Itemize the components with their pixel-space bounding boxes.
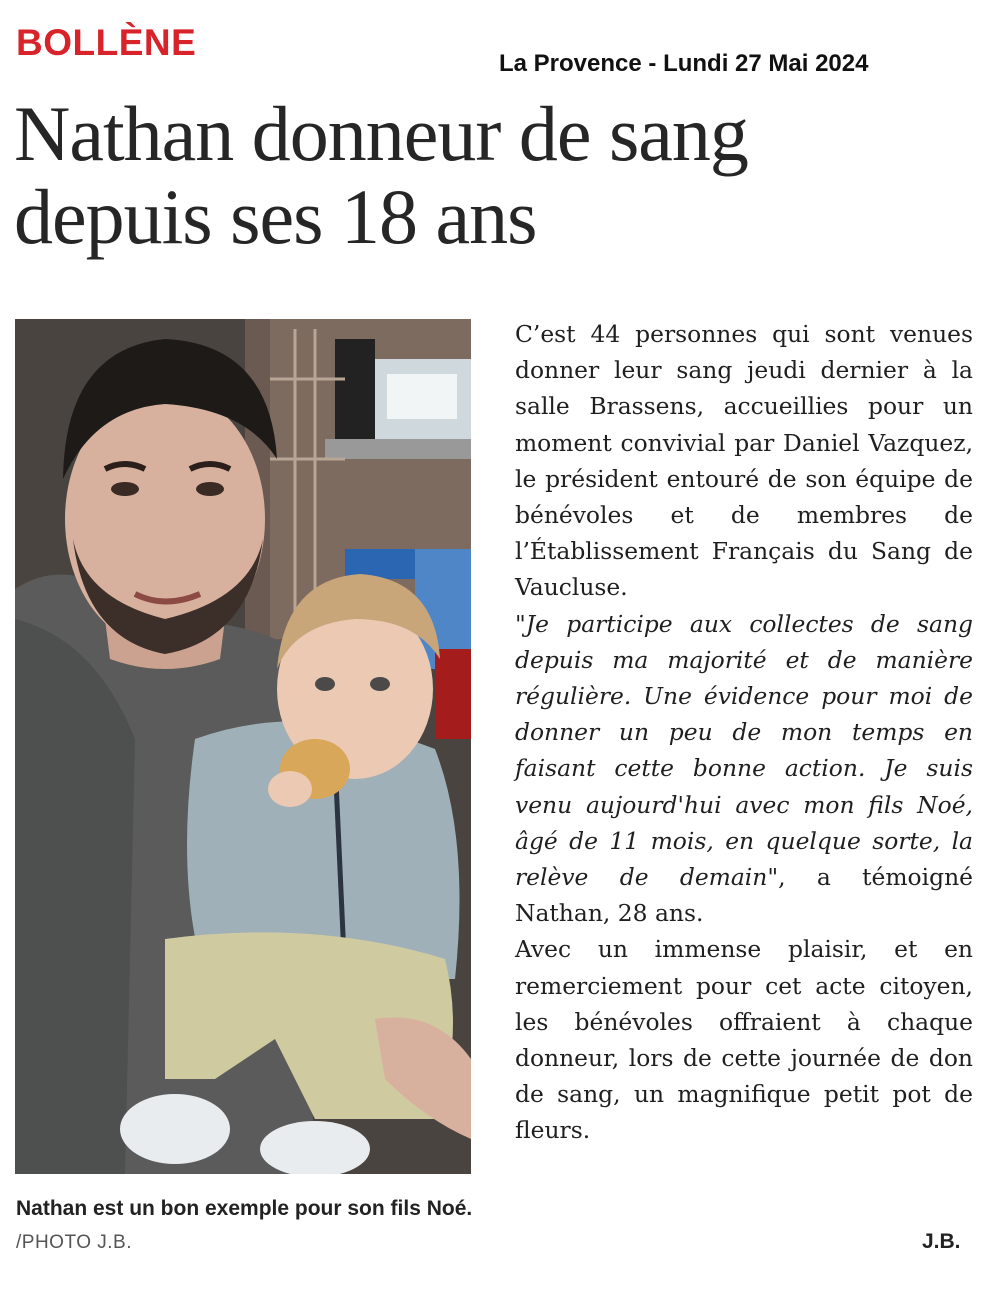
article-photo — [15, 319, 471, 1174]
caption-text: Nathan est un bon exemple pour son fils Noé. — [16, 1197, 473, 1220]
headline — [14, 92, 974, 258]
headline-line-2: depuis ses 18 ans — [14, 173, 537, 260]
paragraph-closing: Avec un immense plaisir, et en remerciement pour cet acte citoyen, les bénévoles offraient à chaque donneur, lors de cette journée de don de sang, un magnifique petit pot de fleurs. — [515, 935, 973, 1145]
quote-attribution: , a témoigné Nathan, 28 ans. — [515, 863, 973, 928]
photo-credit: /PHOTO J.B. — [16, 1232, 133, 1253]
section-label: BOLLÈNE — [16, 22, 197, 63]
paragraph-intro: C’est 44 personnes qui sont venues donner leur sang jeudi dernier à la salle Brassens, accueillies pour un moment convivial par Daniel Vazquez, le président entouré de son équipe de bénévoles et de membres de l’Établissement Français du Sang de Vaucluse. — [515, 320, 973, 602]
publication-source-date: La Provence - Lundi 27 Mai 2024 — [499, 50, 869, 77]
author-signature: J.B. — [922, 1230, 961, 1253]
article-body — [515, 316, 973, 1149]
quote-text: "Je participe aux collectes de sang depuis ma majorité et de manière régulière. Une évidence pour moi de donner un peu de mon temps en faisant cette bonne action. Je suis venu aujourd'hui avec mon fils Noé, âgé de 11 mois, en quelque sorte, la relève de demain" — [515, 609, 973, 892]
paragraph-quote — [515, 606, 973, 932]
headline-line-1: Nathan donneur de sang — [14, 90, 748, 177]
photo-caption — [16, 1192, 486, 1259]
